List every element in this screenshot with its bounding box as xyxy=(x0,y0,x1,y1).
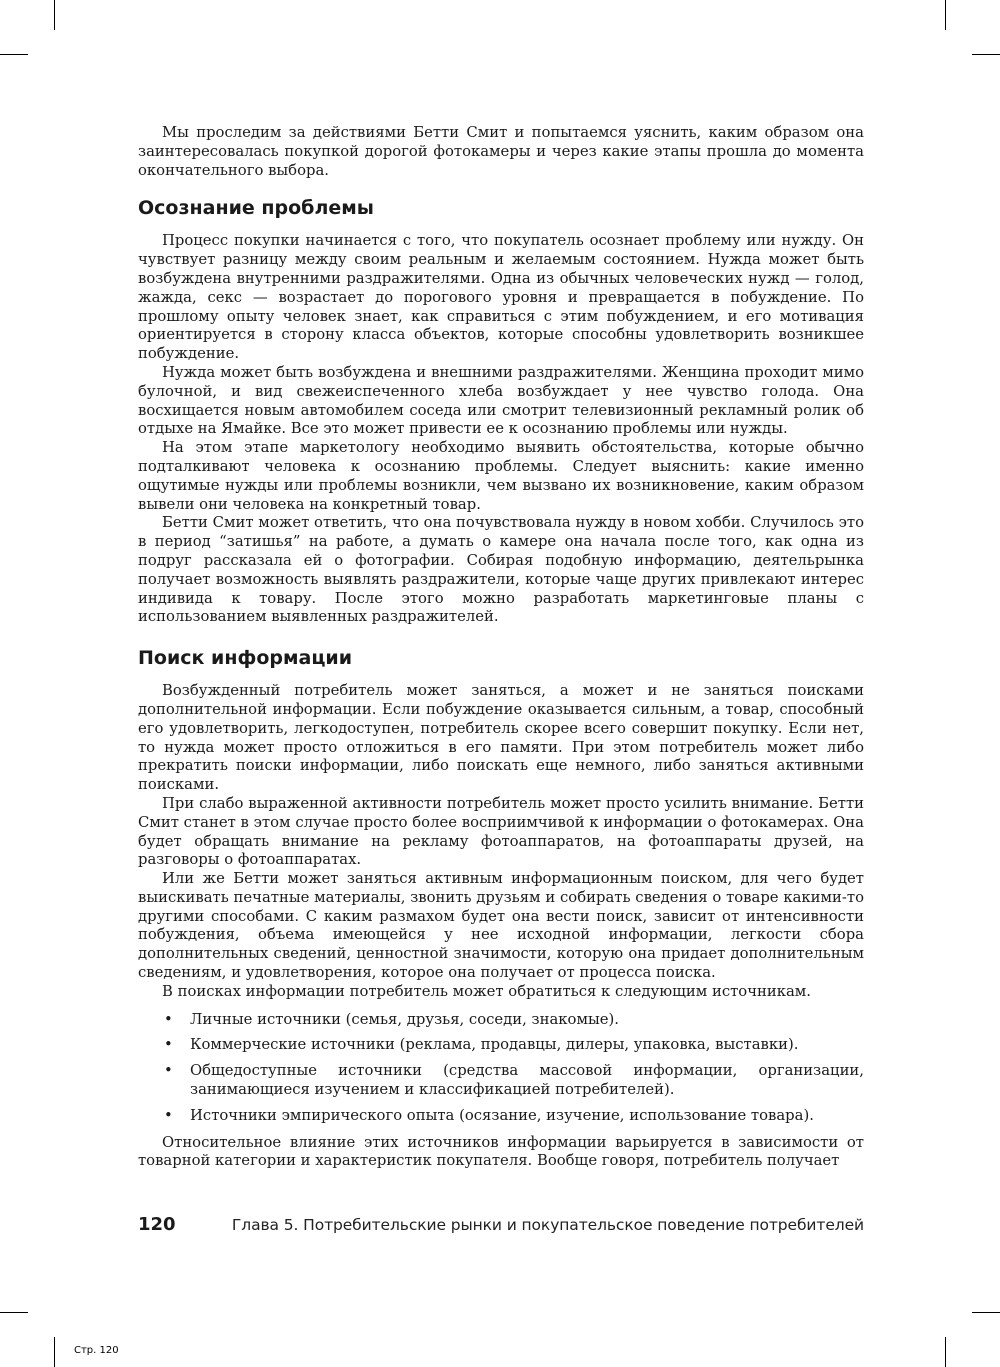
body-paragraph: На этом этапе маркетологу необходимо выявить обстоятельства, которые обычно подталкивают человека к осознанию проблемы. Следует выяснить: какие именно ощутимые нужды или проблемы возникли, чем вызвано их возникновение, каким образом вывели они человека на конкретный товар. xyxy=(138,439,864,513)
crop-mark xyxy=(0,1312,28,1313)
list-item xyxy=(138,1011,864,1030)
body-paragraph: Процесс покупки начинается с того, что покупатель осознает проблему или нужду. Он чувствует разницу между своим реальным и желаемым состоянием. Нужда может быть возбуждена внутренними раздражителями. Одна из обычных человеческих нужд — голод, жажда, секс — возрастает до порогового уровня и превращается в побуждение. По прошлому опыту человек знает, как справиться с этим побуждением, и его мотивация ориентируется в сторону класса объектов, которые способны удовлетворить возникшее побуждение. xyxy=(138,232,864,363)
body-paragraph: Или же Бетти может заняться активным информационным поиском, для чего будет выискивать печатные материалы, звонить друзьям и собирать сведения о товаре какими-то другими способами. С каким размахом будет она вести поиск, зависит от интенсивности побуждения, объема имеющейся у нее исходной информации, легкости сбора дополнительных сведений, ценностной значимости, которую она придает дополнительным сведениям, и удовлетворения, которое она получает от процесса поиска. xyxy=(138,870,864,982)
intro-paragraph: Мы проследим за действиями Бетти Смит и попытаемся уяснить, каким образом она заинтересовалась покупкой дорогой фотокамеры и через какие этапы прошла до момента окончательного выбора. xyxy=(138,124,864,179)
closing-paragraph: Относительное влияние этих источников информации варьируется в зависимости от товарной категории и характеристик покупателя. Вообще говоря, потребитель получает xyxy=(138,1133,864,1170)
crop-mark xyxy=(972,1312,1000,1313)
list-item xyxy=(138,1036,864,1055)
section-heading-info-search: Поиск информации xyxy=(138,647,353,670)
list-item-text: Коммерческие источники (реклама, продавцы, дилеры, упаковка, выставки). xyxy=(190,1036,799,1054)
body-paragraph: Возбужденный потребитель может заняться, а может и не заняться поисками дополнительной информации. Если побуждение оказывается сильным, а товар, способный его удовлетворить, легкодоступен, потребитель скорее всего совершит покупку. Если нет, то нужда может просто отложиться в его памяти. При этом потребитель может либо прекратить поиски информации, либо поискать еще немного, либо заняться активными поисками. xyxy=(138,682,864,794)
bullet-icon: • xyxy=(164,1062,173,1080)
crop-mark xyxy=(945,1337,946,1367)
page-footer xyxy=(138,1214,864,1235)
running-title: Глава 5. Потребительские рынки и покупательское поведение потребителей xyxy=(231,1216,864,1234)
list-item xyxy=(138,1062,864,1100)
bullet-icon: • xyxy=(164,1010,173,1028)
list-item-text: Источники эмпирического опыта (осязание, изучение, использование товара). xyxy=(190,1106,814,1124)
list-item-text: Общедоступные источники (средства массовой информации, организации, занимающиеся изучением и классификацией потребителей). xyxy=(190,1062,864,1099)
bullet-icon: • xyxy=(164,1036,173,1054)
body-paragraph: Бетти Смит может ответить, что она почувствовала нужду в новом хобби. Случилось это в период “затишья” на работе, а думать о камере она начала после того, как одна из подруг рассказала ей о фотографии. Собирая подобную информацию, деятельрынка получает возможность выявлять раздражители, которые чаще других привлекают интерес индивида к товару. После этого можно разработать маркетинговые планы с использованием выявленных раздражителей. xyxy=(138,514,864,626)
crop-mark xyxy=(54,0,55,30)
page-stamp: Стр. 120 xyxy=(74,1345,119,1356)
crop-mark xyxy=(972,54,1000,55)
page-number: 120 xyxy=(138,1214,176,1235)
crop-mark xyxy=(945,0,946,30)
crop-mark xyxy=(54,1337,55,1367)
section-heading-problem: Осознание проблемы xyxy=(138,197,374,220)
page-body xyxy=(138,124,864,1171)
list-item xyxy=(138,1107,864,1126)
list-item-text: Личные источники (семья, друзья, соседи, знакомые). xyxy=(190,1010,619,1028)
sources-list xyxy=(138,1011,864,1126)
crop-mark xyxy=(0,54,28,55)
body-paragraph: В поисках информации потребитель может обратиться к следующим источникам. xyxy=(162,982,811,1000)
body-paragraph: При слабо выраженной активности потребитель может просто усилить внимание. Бетти Смит станет в этом случае просто более восприимчивой к информации о фотокамерах. Она будет обращать внимание на рекламу фотоаппаратов, на фотоаппараты друзей, на разговоры о фотоаппаратах. xyxy=(138,794,864,869)
body-paragraph: Нужда может быть возбуждена и внешними раздражителями. Женщина проходит мимо булочной, и вид свежеиспеченного хлеба возбуждает у нее чувство голода. Она восхищается новым автомобилем соседа или смотрит телевизионный рекламный ролик об отдыхе на Ямайке. Все это может привести ее к осознанию проблемы или нужды. xyxy=(138,363,864,438)
bullet-icon: • xyxy=(164,1106,173,1124)
